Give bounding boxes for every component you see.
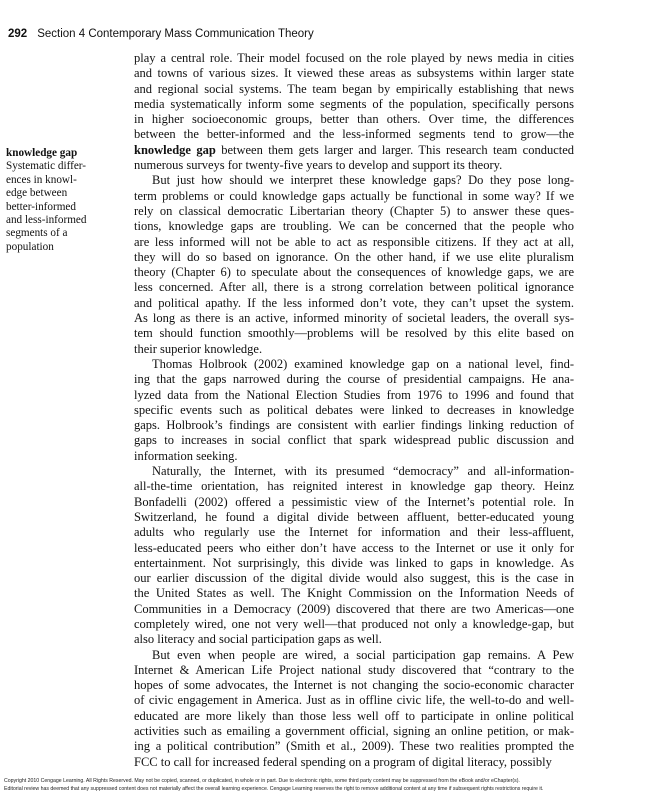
copyright-line-2: Editorial review has deemed that any suppressed content does not materially affect the overall learning experience. Cengage Learning reserves the right to remove additional content at any time if subsequent rights restrictions require it. — [4, 786, 544, 792]
body-line: Bonfadelli (2002) offered a pessimistic view of the Internet’s potential role. In — [134, 494, 574, 509]
body-line: of civic engagement in America. Just as in offline civic life, the well-to-do and well- — [134, 693, 574, 708]
body-line: in higher socioeconomic groups, better than others. Over time, the differences — [134, 112, 574, 127]
body-line: hopes of some advocates, the Internet is not changing the socio-economic character — [134, 678, 574, 693]
body-line: Naturally, the Internet, with its presumed “democracy” and all-information- — [152, 464, 574, 479]
body-line: gaps to increases in social conflict that spark widespread public discussion and — [134, 433, 574, 448]
body-line: specific events such as political debates were linked to decreases in knowledge — [134, 402, 574, 417]
glossary-term: knowledge gap — [6, 147, 78, 159]
body-line: lyzed data from the National Election Studies from 1976 to 1996 and found that — [134, 387, 574, 402]
body-text — [134, 51, 574, 770]
body-line: rely on classical democratic Libertarian theory (Chapter 5) to answer these ques- — [134, 203, 574, 218]
body-line: less-educated peers who either don’t have access to the Internet or use it only for — [134, 540, 574, 555]
body-line: completely wired, one not very well—that produced not only a knowledge-gap, but — [134, 616, 574, 631]
body-line: also literacy and social participation gaps as well. — [134, 632, 382, 647]
body-line: and regional social systems. The team began by empirically establishing that news — [134, 81, 574, 96]
body-line: and towns of various sizes. It viewed these areas as subsystems within larger state — [134, 66, 574, 81]
body-line: ing that the gaps narrowed during the course of presidential campaigns. He ana- — [134, 372, 574, 387]
body-line: the United States as well. The Knight Commission on the Information Needs of — [134, 586, 574, 601]
body-line: adults who regularly use the Internet for information and their less-affluent, — [134, 525, 574, 540]
running-header — [8, 28, 314, 40]
body-line: are less informed will not be able to act as responsible citizens. If they act at all, — [134, 234, 574, 249]
body-line: they will do so based on ignorance. On the other hand, if we use elite pluralism — [134, 249, 574, 264]
body-line: But just how should we interpret these knowledge gaps? Do they pose long- — [152, 173, 574, 188]
body-line: information seeking. — [134, 448, 238, 463]
body-line: Communities in a Democracy (2009) discovered that there are two Americas—one — [134, 601, 574, 616]
body-line: activities such as emailing a government official, signing an online petition, or mak- — [134, 724, 574, 739]
body-line: Thomas Holbrook (2002) examined knowledge gap on a national level, find- — [152, 356, 574, 371]
body-line: FCC to call for increased federal spending on a program of digital literacy, possibly — [134, 754, 552, 769]
body-line: all-the-time orientation, has reignited interest in knowledge gap theory. Heinz — [134, 479, 574, 494]
copyright-footer — [4, 777, 642, 793]
glossary-definition-line: and less-informed — [6, 214, 87, 227]
page-number: 292 — [8, 28, 28, 40]
glossary-definition-line: edge between — [6, 187, 68, 200]
body-line: gaps. Holbrook’s findings are consistent with earlier findings linking reduction of — [134, 418, 574, 433]
section-title: Section 4 Contemporary Mass Communication Theory — [37, 28, 314, 40]
glossary-definition-line: Systematic differ- — [6, 160, 87, 173]
glossary-definition-line: population — [6, 240, 54, 253]
body-line: our earlier discussion of the digital divide would also suggest, this is the case in — [134, 571, 574, 586]
glossary-definition-line: segments of a — [6, 227, 68, 240]
body-line: ing a political contribution” (Smith et al., 2009). These two realities prompted the — [134, 739, 574, 754]
body-line: theory (Chapter 6) to speculate about the consequences of knowledge gaps, we are — [134, 265, 574, 280]
body-line: As long as there is an active, informed minority of societal leaders, the overall sys- — [134, 311, 574, 326]
body-line: educated are more likely than those less well off to participate in online political — [134, 708, 574, 723]
body-line: media systematically inform some segments of the population, specifically persons — [134, 96, 574, 111]
glossary-definition — [6, 160, 128, 254]
body-line: and political apathy. If the less informed don’t vote, they can’t upset the system. — [134, 295, 574, 310]
body-line: their superior knowledge. — [134, 341, 263, 356]
body-line: tem should function smoothly—problems will be resolved by this elite based on — [134, 326, 574, 341]
body-line: less concerned. After all, there is a strong correlation between political ignorance — [134, 280, 574, 295]
key-term: knowledge gap — [134, 142, 216, 157]
margin-glossary — [6, 147, 128, 254]
body-line: tions, knowledge gaps are troubling. We can be concerned that the people who — [134, 219, 574, 234]
body-line: Switzerland, he found a digital divide between affluent, better-educated young — [134, 509, 574, 524]
body-line: Internet & American Life Project national study discovered that “contrary to the — [134, 662, 574, 677]
body-line: play a central role. Their model focused on the role played by news media in cities — [134, 51, 574, 65]
glossary-definition-line: better-informed — [6, 200, 76, 213]
body-line: between the better-informed and the less-informed segments tend to grow—the — [134, 127, 574, 142]
body-line: term problems or could knowledge gaps actually be functional in some way? If we — [134, 188, 574, 203]
body-line: entertainment. Not surprisingly, this divide was linked to gaps in knowledge. As — [134, 555, 574, 570]
glossary-definition-line: ences in knowl- — [6, 173, 77, 186]
body-line — [134, 143, 574, 158]
body-line: But even when people are wired, a social participation gap remains. A Pew — [152, 647, 574, 662]
copyright-line-1: Copyright 2010 Cengage Learning. All Rights Reserved. May not be copied, scanned, or duplicated, in whole or in part. Due to electronic rights, some third party content may be suppressed from the eBook and/or eChapter(s). — [4, 778, 520, 784]
body-line: numerous surveys for twenty-five years to develop and support its theory. — [134, 158, 503, 173]
body-line-text: between them gets larger and larger. This research team conducted — [221, 142, 575, 157]
